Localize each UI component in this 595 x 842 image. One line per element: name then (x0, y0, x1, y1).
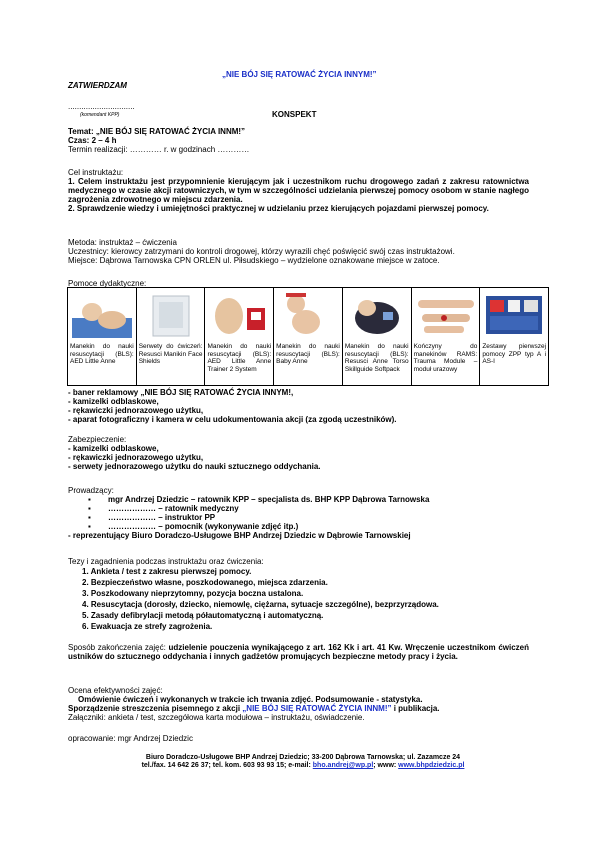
aid-cell (343, 288, 412, 385)
topics-heading: Tezy i zagadnienia podczas instruktażu oraz ćwiczenia: (68, 557, 264, 566)
ending-paragraph (68, 643, 529, 661)
aids-heading: Pomoce dydaktyczne: (68, 279, 147, 288)
footer-email-link[interactable]: bho.andrej@wp.pl (312, 762, 374, 769)
aids-extra: - baner reklamowy „NIE BÓJ SIĘ RATOWAĆ ŻYCIA INNYM!, (68, 388, 294, 397)
aid-cell (205, 288, 274, 385)
topic-item: 6. Ewakuacja ze strefy zagrożenia. (82, 622, 213, 631)
attachments-line: Załączniki: ankieta / test, szczegółowa karta modułowa – instruktażu, oświadczenie. (68, 713, 365, 722)
baby-manikin-photo-icon (276, 290, 340, 340)
document-title: KONSPEKT (272, 110, 317, 119)
aids-extra: - rękawiczki jednorazowego użytku, (68, 406, 204, 415)
aid-caption: Manekin do nauki resuscytacji (BLS): AED Little Anne (70, 343, 134, 365)
ending-lead: Sposób zakończenia zajęć: (68, 643, 169, 652)
summary-suffix: i publikacja. (391, 704, 440, 713)
topic-item: 4. Resuscytacja (dorosły, dziecko, niemowlę, ciężarna, sytuacje szczególne), bezprzyrządowa. (82, 600, 439, 609)
topic-line: Temat: „NIE BÓJ SIĘ RATOWAĆ ŻYCIA INNM!” (68, 127, 246, 136)
top-slogan: „NIE BÓJ SIĘ RATOWAĆ ŻYCIA INNYM!” (222, 70, 377, 79)
security-item: - serwety jednorazowego użytku do nauki sztucznego oddychania. (68, 462, 321, 471)
aid-cell (274, 288, 343, 385)
evaluation-summary-line (68, 704, 538, 713)
signature-caption: (komendant KPP) (80, 112, 120, 118)
aid-caption: Manekin do nauki resuscytacji (BLS): AED Little Anne Trainer 2 System (207, 343, 272, 373)
security-heading: Zabezpieczenie: (68, 435, 127, 444)
instructor-item: ▪ ……………… – pomocnik (wykonywanie zdjęć itp.) (88, 522, 429, 531)
aid-cell (68, 288, 137, 385)
approval-label: ZATWIERDZAM (68, 81, 127, 90)
instructors-heading: Prowadzący: (68, 486, 114, 495)
teaching-aids-table (67, 287, 549, 386)
aid-caption: Manekin do nauki resuscytacji (BLS): Baby Anne (276, 343, 340, 365)
footer-separator: ; www: (373, 762, 399, 769)
manikin-photo-icon (70, 290, 134, 340)
security-item: - kamizelki odblaskowe, (68, 444, 159, 453)
topics-list (82, 566, 439, 632)
prepared-by: opracowanie: mgr Andrzej Dziedzic (68, 734, 193, 743)
footer (68, 754, 538, 770)
aids-extra: - aparat fotograficzny i kamera w celu udokumentowania akcji (za zgodą uczestników). (68, 415, 397, 424)
place-line: Miejsce: Dąbrowa Tarnowska CPN ORLEN ul. Piłsudskiego – wydzielone oznakowane miejsce w zatoce. (68, 256, 440, 265)
instructor-item: ▪ ……………… – ratownik medyczny (88, 504, 429, 513)
aid-caption: Zestawy pierwszej pomocy ZPP typ A i AS-I (482, 343, 547, 365)
first-aid-kit-photo-icon (482, 290, 546, 340)
method-line: Metoda: instruktaż – ćwiczenia (68, 238, 177, 247)
topic-item: 5. Zasady defibrylacji metodą półautomatyczną i automatyczną. (82, 611, 324, 620)
aids-extra: - kamizelki odblaskowe, (68, 397, 159, 406)
signature-line: .............................. (68, 102, 135, 111)
summary-slogan: „NIE BÓJ SIĘ RATOWAĆ ŻYCIA INNM!” (242, 704, 392, 713)
torso-manikin-photo-icon (345, 290, 409, 340)
face-shield-photo-icon (139, 290, 203, 340)
aed-trainer-photo-icon (207, 290, 271, 340)
footer-phone: tel./fax. 14 642 26 37; tel. kom. 603 93 93 15; e-mail: (141, 762, 313, 769)
date-line: Termin realizacji: ………… r. w godzinach ………… (68, 145, 250, 154)
aid-cell (480, 288, 548, 385)
evaluation-line: Omówienie ćwiczeń i wykonanych w trakcie ich trwania zdjęć. Podsumowanie - statystyka. (78, 695, 423, 704)
representative-line: - reprezentujący Biuro Doradczo-Usługowe BHP Andrzej Dziedzic w Dąbrowie Tarnowskiej (68, 531, 411, 540)
goal-point-1: 1. Celem instruktażu jest przypomnienie kierującym jak i uczestnikom ruchu drogowego zadań z zakresu ratownictwa medycznego w czasie akcji ratowniczych, w tym w szczególności udzielania pierwszej pomocy osobom w stanie nagłego zagrożenia zdrowotnego w miejscu zdarzenia. (68, 177, 529, 204)
topic-item: 2. Bezpieczeństwo własne, poszkodowanego, miejsca zdarzenia. (82, 578, 328, 587)
footer-www-link[interactable]: www.bhpdziedzic.pl (398, 762, 465, 769)
footer-address: Biuro Doradczo-Usługowe BHP Andrzej Dziedzic; 33-200 Dąbrowa Tarnowska; ul. Zazamcze 24 (145, 754, 461, 761)
aid-caption: Manekin do nauki resuscytacji (BLS): Resusci Anne Torso Skillguide Softpack (344, 343, 409, 373)
aid-cell (137, 288, 206, 385)
topic-item: 1. Ankieta / test z zakresu pierwszej pomocy. (82, 567, 252, 576)
aid-caption: Kończyny do manekinów RAMS: Trauma Module – moduł urazowy (413, 343, 478, 373)
limbs-photo-icon (414, 290, 478, 340)
instructor-item: ▪ ……………… – instruktor PP (88, 513, 429, 522)
aid-caption: Serwety do ćwiczeń: Resusci Manikin Face Shields (138, 343, 203, 365)
footer-contact (68, 762, 538, 770)
instructors-list (88, 495, 429, 531)
goal-point-2: 2. Sprawdzenie wiedzy i umiejętności praktycznej w udzielaniu przez kierujących pojazdami pierwszej pomocy. (68, 204, 489, 213)
evaluation-heading: Ocena efektywności zajęć: (68, 686, 163, 695)
security-item: - rękawiczki jednorazowego użytku, (68, 453, 204, 462)
summary-prefix: Sporządzenie streszczenia pisemnego z akcji (68, 704, 243, 713)
aid-cell (412, 288, 481, 385)
ending-text: udzielenie pouczenia wynikającego z art. 162 Kk i art. 41 Kw. Wręczenie uczestnikom ćwiczeń ustników do sztucznego oddychania i innych gadżetów promujących bezpieczne metody pracy i życia. (68, 643, 530, 661)
duration-line: Czas: 2 – 4 h (68, 136, 117, 145)
participants-line: Uczestnicy: kierowcy zatrzymani do kontroli drogowej, którzy wyrazili chęć poświęcić swój czas instruktażowi. (68, 247, 455, 256)
topic-item: 3. Poszkodowany nieprzytomny, pozycja boczna ustalona. (82, 589, 304, 598)
goal-heading: Cel instruktażu: (68, 168, 124, 177)
instructor-item: ▪ mgr Andrzej Dziedzic – ratownik KPP – specjalista ds. BHP KPP Dąbrowa Tarnowska (88, 495, 429, 504)
